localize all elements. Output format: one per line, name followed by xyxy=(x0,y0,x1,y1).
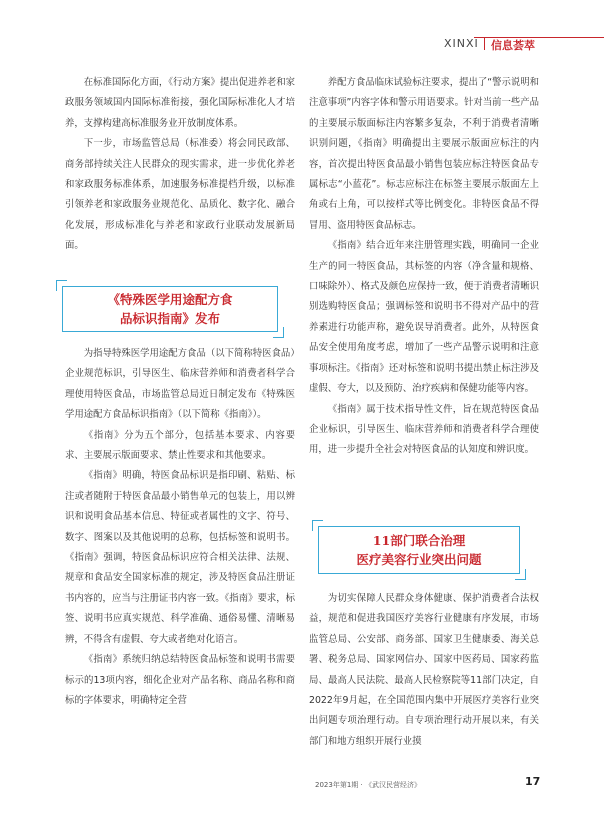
footer-issue: 2023年第1期 · 《武汉民营经济》 xyxy=(315,781,421,789)
paragraph: 为指导特殊医学用途配方食品（以下简称特医食品）企业规范标识，引导医生、临床营养师和消费者科学合理使用特医食品，市场监管总局近日制定发布《特殊医学用途配方食品标识指南》（以下简称《指南》）。 xyxy=(65,348,295,421)
headline-line: 11部门联合治理 xyxy=(372,533,466,548)
paragraph: 《指南》属于技术指导性文件，旨在规范特医食品企业标识，引导医生、临床营养师和消费者科学合理使用，进一步提升全社会对特医食品的认知度和辨识度。 xyxy=(309,403,539,456)
paragraph: 《指南》系统归纳总结特医食品标签和说明书需要标示的13项内容，细化企业对产品名称、商品名称和商标的字体要求，明确特定全营 xyxy=(65,654,295,706)
article-headline-special-medical-food xyxy=(62,286,278,332)
article-headline-medical-beauty xyxy=(318,526,520,574)
right-column-lower xyxy=(309,589,539,752)
left-column-lower xyxy=(65,344,295,711)
paragraph: 为切实保障人民群众身体健康、保护消费者合法权益，规范和促进我国医疗美容行业健康有序发展，市场监管总局、公安部、商务部、国家卫生健康委、海关总署、税务总局、国家网信办、国家中医药局、国家药监局、最高人民法院、最高人民检察院等11部门决定，自2022年9月起，在全国范围内集中开展医疗美容行业突出问题专项治理行动。自专项治理行动开展以来，有关部门和地方组织开展行业摸 xyxy=(309,593,539,747)
headline-line: 医疗美容行业突出问题 xyxy=(356,552,482,567)
section-label-zh: 信息荟萃 xyxy=(491,39,535,52)
page-number: 17 xyxy=(525,775,541,788)
paragraph: 《指南》分为五个部分，包括基本要求、内容要求、主要展示版面要求、禁止性要求和其他要求。 xyxy=(65,429,295,462)
section-label-en: XINXI xyxy=(444,37,479,50)
paragraph: 下一步，市场监管总局（标准委）将会同民政部、商务部持续关注人民群众的现实需求，进一步优化养老和家政服务标准体系，加速服务标准提档升级，以标准引领养老和家政服务业规范化、品质化、数字化、融合化发展，形成标准化与养老和家政行业联动发展新局面。 xyxy=(65,138,295,252)
paragraph: 养配方食品临床试验标注要求，提出了“警示说明和注意事项”内容字体和警示用语要求。针对当前一些产品的主要展示版面标注内容繁多复杂，不利于消费者清晰识别问题，《指南》明确提出主要展示版面应标注的内容，首次提出特医食品最小销售包装应标注特医食品专属标志“小蓝花”。标志应标注在标签主要展示版面左上角或右上角，可以按样式等比例变化。非特医食品不得冒用、盗用特医食品标志。 xyxy=(309,77,539,231)
headline-line: 品标识指南》发布 xyxy=(119,311,220,326)
paragraph: 在标准国际化方面，《行动方案》提出促进养老和家政服务领域国内国际标准衔接，强化国际标准化人才培养，支撑构建高标准服务业开放制度体系。 xyxy=(65,77,295,129)
paragraph: 《指南》结合近年来注册管理实践，明确同一企业生产的同一特医食品，其标签的内容（净含量和规格、口味除外）、格式及颜色应保持一致，便于消费者清晰识别选购特医食品；强调标签和说明书不得对产品中的营养素进行功能声称，避免误导消费者。此外，从特医食品安全使用角度考虑，增加了一些产品警示说明和注意事项标注。《指南》还对标签和说明书提出禁止标注涉及虚假、夸大，以及预防、治疗疾病和保健功能等内容。 xyxy=(309,240,539,395)
section-separator xyxy=(484,38,485,50)
headline-line: 《特殊医学用途配方食 xyxy=(107,292,233,307)
paragraph: 《指南》明确，特医食品标识是指印刷、粘贴、标注或者随附于特医食品最小销售单元的包装上，用以辨识和说明食品基本信息、特征或者属性的文字、符号、数字、图案以及其他说明的总称，包括标签和说明书。《指南》强调，特医食品标识应符合相关法律、法规、规章和食品安全国家标准的规定，涉及特医食品注册证书内容的，应当与注册证书内容一致。《指南》要求，标签、说明书应真实规范、科学准确、通俗易懂、清晰易辨，不得含有虚假、夸大或者绝对化语言。 xyxy=(65,470,295,645)
